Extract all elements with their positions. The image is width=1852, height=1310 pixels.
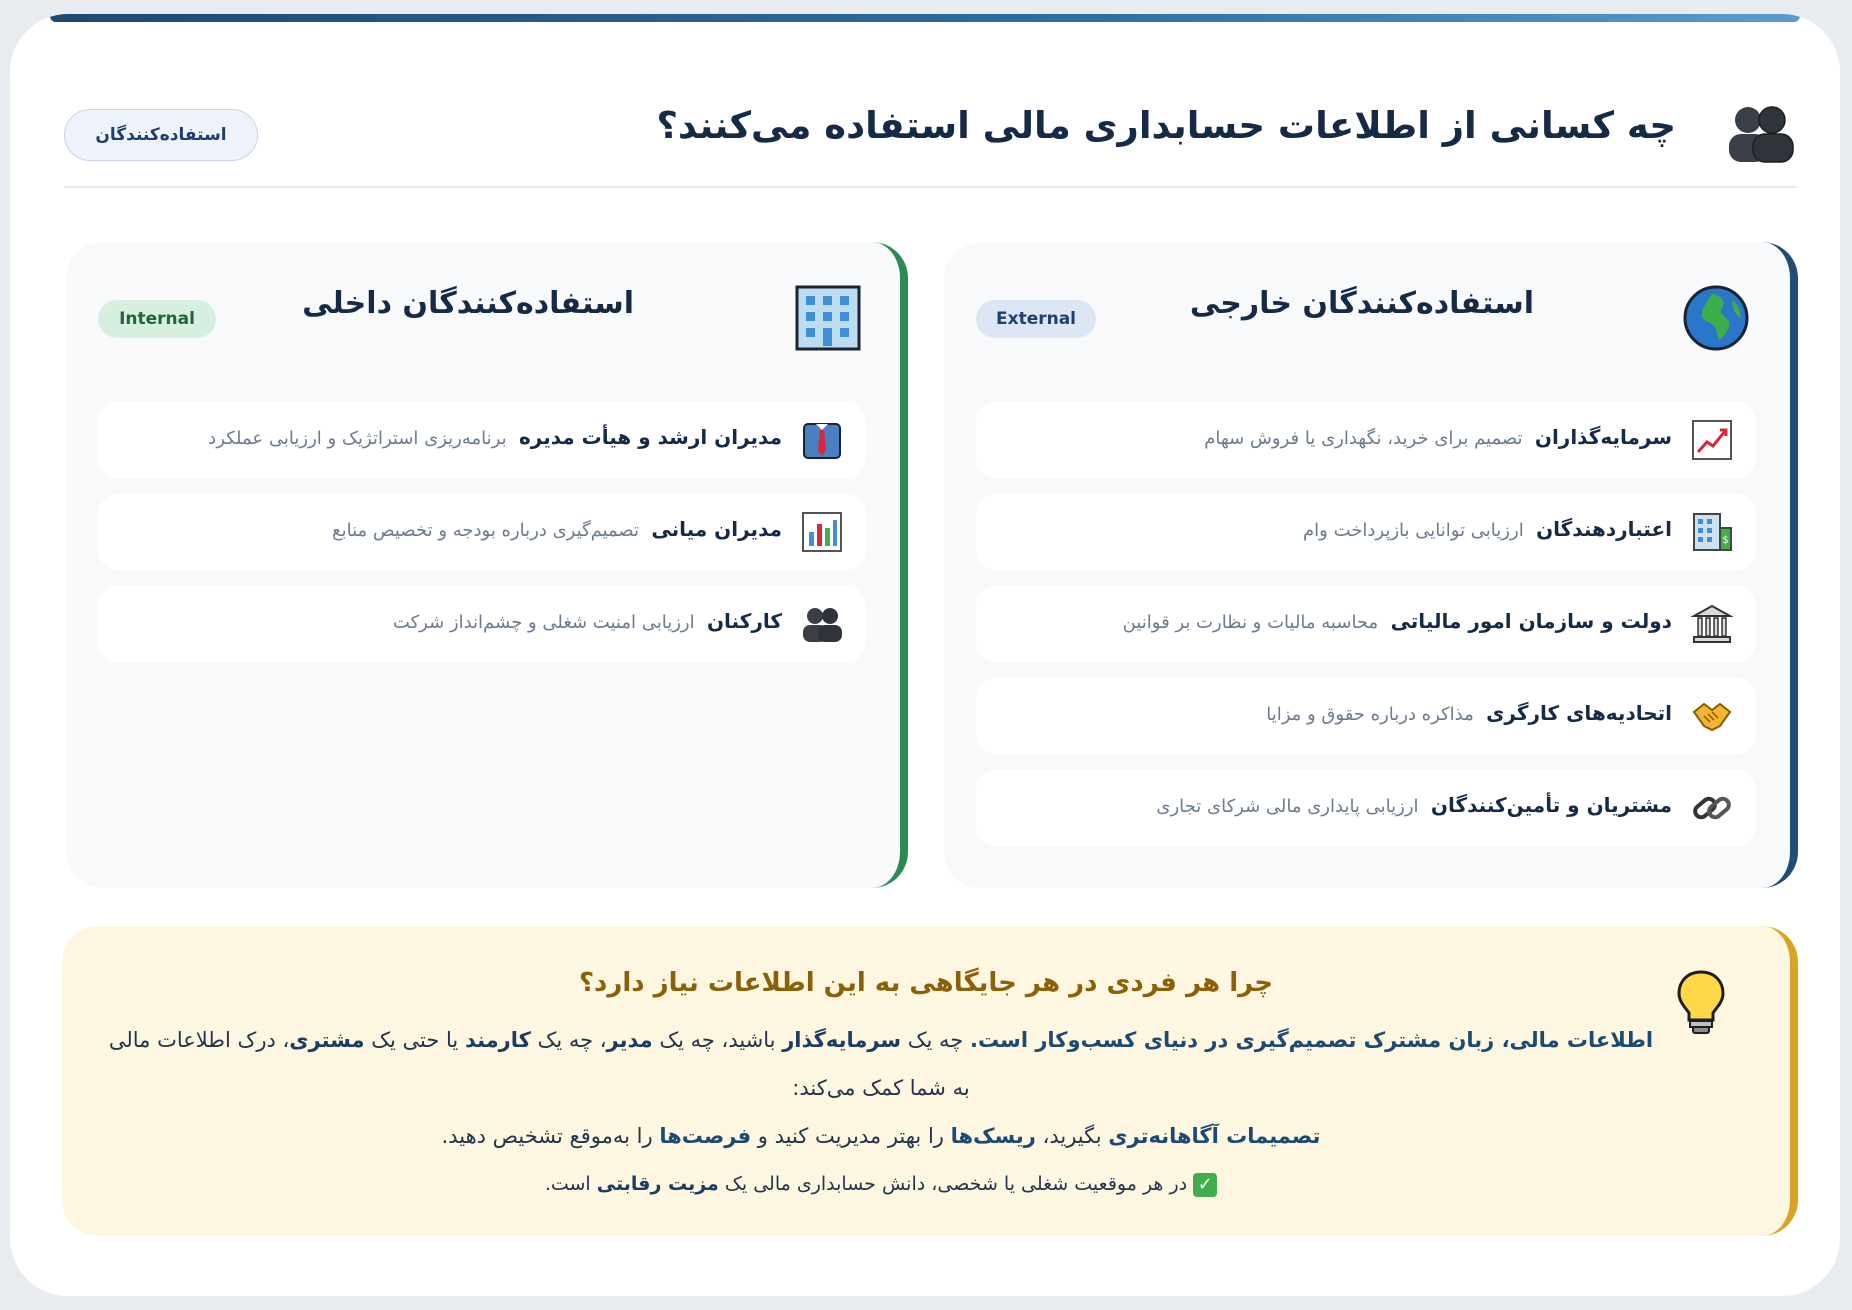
chart-up-icon [1690, 418, 1734, 462]
item-description: مذاکره درباره حقوق و مزایا [1266, 704, 1474, 725]
internal-users-card [66, 242, 908, 888]
list-item [976, 678, 1756, 754]
government-building-icon [1690, 602, 1734, 646]
callout-title: چرا هر فردی در هر جایگاهی به این اطلاعات نیاز دارد؟ [578, 968, 1274, 998]
item-name: دولت و سازمان امور مالیاتی [1390, 609, 1672, 633]
list-item [976, 586, 1756, 662]
item-description: ارزیابی پایداری مالی شرکای تجاری [1156, 796, 1419, 817]
office-building-icon [794, 284, 862, 352]
callout-paragraph: اطلاعات مالی، زبان مشترک تصمیم‌گیری در دنیای کسب‌وکار است. چه یک سرمایه‌گذار باشید، چه یک مدیر، چه یک کارمند یا حتی یک مشتری، درک اطلاعات مالی به شما کمک می‌کند: [108, 1028, 1654, 1100]
people-icon [1724, 100, 1796, 164]
item-name: مدیران ارشد و هیأت مدیره [518, 425, 782, 449]
check-icon: ✓ [1193, 1173, 1217, 1197]
handshake-icon [1690, 694, 1734, 738]
page-title: چه کسانی از اطلاعات حسابداری مالی استفاده می‌کنند؟ [656, 104, 1676, 147]
item-description: ارزیابی امنیت شغلی و چشم‌انداز شرکت [392, 612, 695, 633]
callout-paragraph: تصمیمات آگاهانه‌تری بگیرید، ریسک‌ها را بهتر مدیریت کنید و فرصت‌ها را به‌موقع تشخیص دهید. [441, 1124, 1321, 1148]
list-item [976, 494, 1756, 570]
list-item [98, 494, 866, 570]
bar-chart-icon [800, 510, 844, 554]
item-name: سرمایه‌گذاران [1534, 425, 1672, 449]
why-callout [62, 926, 1798, 1236]
people-icon [800, 602, 844, 646]
top-accent-bar [50, 14, 1800, 22]
callout-body [102, 1016, 1660, 1208]
external-card-title: استفاده‌کنندگان خارجی [1189, 286, 1534, 321]
internal-badge: Internal [98, 300, 216, 338]
list-item [976, 770, 1756, 846]
page [10, 14, 1840, 1296]
external-users-card [944, 242, 1798, 888]
item-name: مشتریان و تأمین‌کنندگان [1430, 793, 1672, 817]
item-name: اتحادیه‌های کارگری [1486, 701, 1672, 725]
item-name: کارکنان [706, 609, 782, 633]
bank-building-icon [1690, 510, 1734, 554]
page-header [64, 92, 1796, 188]
internal-users-list [98, 402, 866, 678]
chain-link-icon [1690, 786, 1734, 830]
list-item [976, 402, 1756, 478]
svg-text:$: $ [1722, 535, 1729, 546]
external-users-list [976, 402, 1756, 862]
internal-card-title: استفاده‌کنندگان داخلی [302, 286, 634, 321]
item-name: اعتباردهندگان [1536, 517, 1672, 541]
item-description: تصمیم برای خرید، نگهداری یا فروش سهام [1204, 428, 1523, 449]
external-badge: External [976, 300, 1096, 338]
list-item [98, 402, 866, 478]
list-item [98, 586, 866, 662]
item-description: محاسبه مالیات و نظارت بر قوانین [1122, 612, 1379, 633]
callout-paragraph: ✓ در هر موقعیت شغلی یا شخصی، دانش حسابداری مالی یک مزیت رقابتی است. [102, 1160, 1660, 1208]
necktie-icon [800, 418, 844, 462]
item-description: برنامه‌ریزی استراتژیک و ارزیابی عملکرد [208, 428, 507, 449]
item-description: ارزیابی توانایی بازپرداخت وام [1303, 520, 1524, 541]
users-badge: استفاده‌کنندگان [64, 109, 258, 161]
item-description: تصمیم‌گیری درباره بودجه و تخصیص منابع [332, 520, 640, 541]
item-name: مدیران میانی [651, 517, 782, 541]
globe-icon [1682, 284, 1750, 352]
